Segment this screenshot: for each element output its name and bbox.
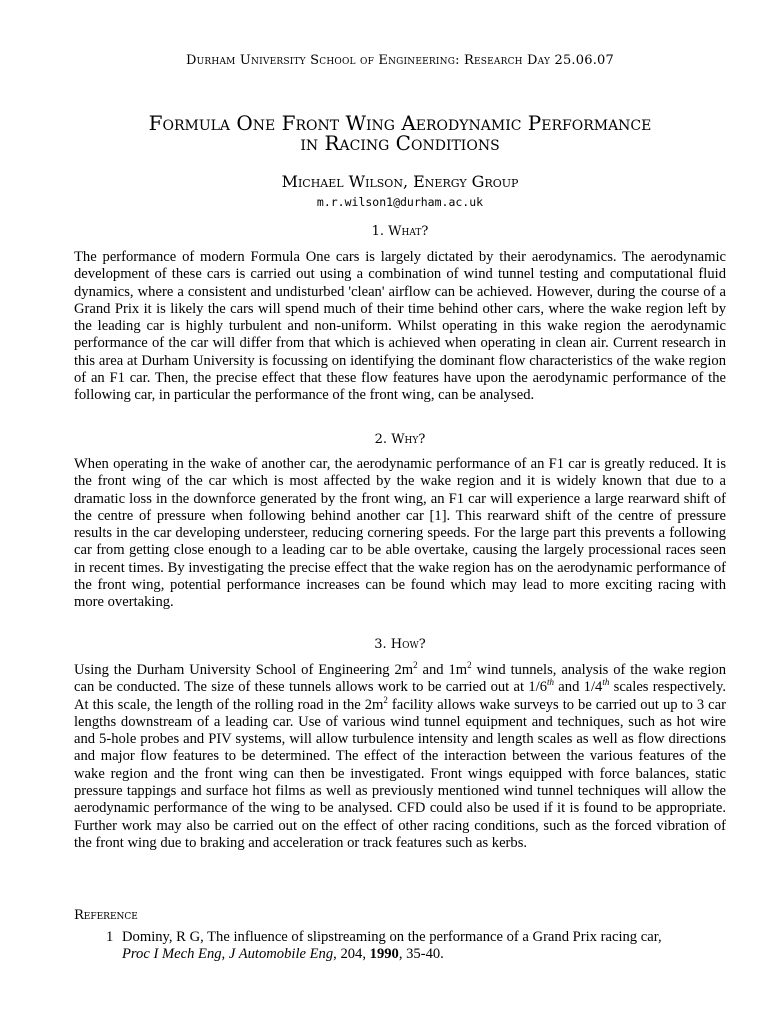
reference-volume: , 204, — [333, 946, 370, 962]
superscript: 2 — [413, 660, 418, 671]
how-text-part: and 1/4 — [554, 679, 603, 696]
reference-journal: Proc I Mech Eng, J Automobile Eng — [122, 946, 334, 962]
how-text-part: scales respectively. At this scale, the length of the rolling road in the 2m — [74, 679, 726, 713]
reference-citation — [106, 946, 726, 963]
author-email: m.r.wilson1@durham.ac.uk — [316, 195, 484, 209]
section-heading-why: 2. Why? — [374, 432, 426, 447]
section-heading-how: 3. How? — [374, 637, 426, 652]
references-heading: Reference — [74, 908, 138, 923]
title-line-2: in Racing Conditions — [300, 131, 500, 155]
superscript: th — [602, 677, 610, 688]
paper-title — [74, 113, 726, 153]
how-text-part: facility allows wake surveys to be carried out up to 3 car lengths downstream of a leading car. Use of various wind tunnel equipment and techniques, such as hot wire and 5-hole probes and PIV systems, will allow turbulence intensity and length scales as well as flow directions and major flow features to be determined. The effect of the interaction between the various features of the wake region and the front wing can then be investigated. Front wings equipped with force balances, static pressure tappings and surface hot films as well as previously mentioned wind tunnel techniques will allow the aerodynamic performance of the wing to be analysed. CFD could also be used if it is found to be appropriate. Further work may also be carried out on the effect of other racing conditions, such as the forced vibration of the front wing due to braking and acceleration or track features such as kerbs. — [74, 696, 726, 851]
section-body-how — [74, 662, 726, 852]
title-line-1: Formula One Front Wing Aerodynamic Performance — [148, 111, 652, 135]
superscript: th — [547, 677, 555, 688]
reference-number: 1 — [106, 929, 114, 945]
how-text-part: Using the Durham University School of Engineering 2m — [74, 662, 414, 678]
how-text-part: and 1m — [417, 662, 468, 678]
running-header: Durham University School of Engineering: Research Day 25.06.07 — [186, 53, 614, 68]
section-body-why: When operating in the wake of another car, the aerodynamic performance of an F1 car is greatly reduced. It is the front wing of the car which is most affected by the wake region and it is widely known that due to a dramatic loss in the downforce generated by the front wing, an F1 car will experience a large rearward shift of the centre of pressure when following behind another car [1]. This rearward shift of the centre of pressure results in the car developing understeer, reducing cornering speeds. For the large part this prevents a following car from getting close enough to a leading car to be able overtake, causing the largely processional races seen in recent times. By investigating the precise effect that the wake region has on the aerodynamic performance of the front wing, potential performance increases can be found which may lead to more exciting racing with more overtaking. — [74, 456, 726, 611]
how-text-part: wind tunnels, analysis of the wake region can be conducted. The size of these tunnels allows work to be carried out at 1/6 — [74, 662, 726, 696]
reference-text: Dominy, R G, The influence of slipstreaming on the performance of a Grand Prix racing car, — [122, 929, 662, 945]
reference-year: 1990 — [369, 946, 399, 962]
reference-pages: , 35-40. — [398, 946, 444, 962]
author-line: Michael Wilson, Energy Group — [281, 172, 519, 191]
section-body-what: The performance of modern Formula One cars is largely dictated by their aerodynamics. The aerodynamic development of these cars is carried out using a combination of wind tunnel testing and computational fluid dynamics, where a consistent and undisturbed 'clean' airflow can be achieved. However, during the course of a Grand Prix it is likely the cars will spend much of their time behind other cars, where the wake region left by the leading car is highly turbulent and non-uniform. Whilst operating in this wake region the aerodynamic performance of the car will differ from that which is achieved when operating in clean air. Current research in this area at Durham University is focussing on identifying the dominant flow characteristics of the wake region of an F1 car. Then, the precise effect that these flow features have upon the aerodynamic performance of the following car, in particular the performance of the front wing, can be analysed. — [74, 249, 726, 404]
section-heading-what: 1. What? — [371, 224, 429, 239]
superscript: 2 — [383, 694, 388, 705]
superscript: 2 — [467, 660, 472, 671]
reference-item — [106, 929, 726, 963]
